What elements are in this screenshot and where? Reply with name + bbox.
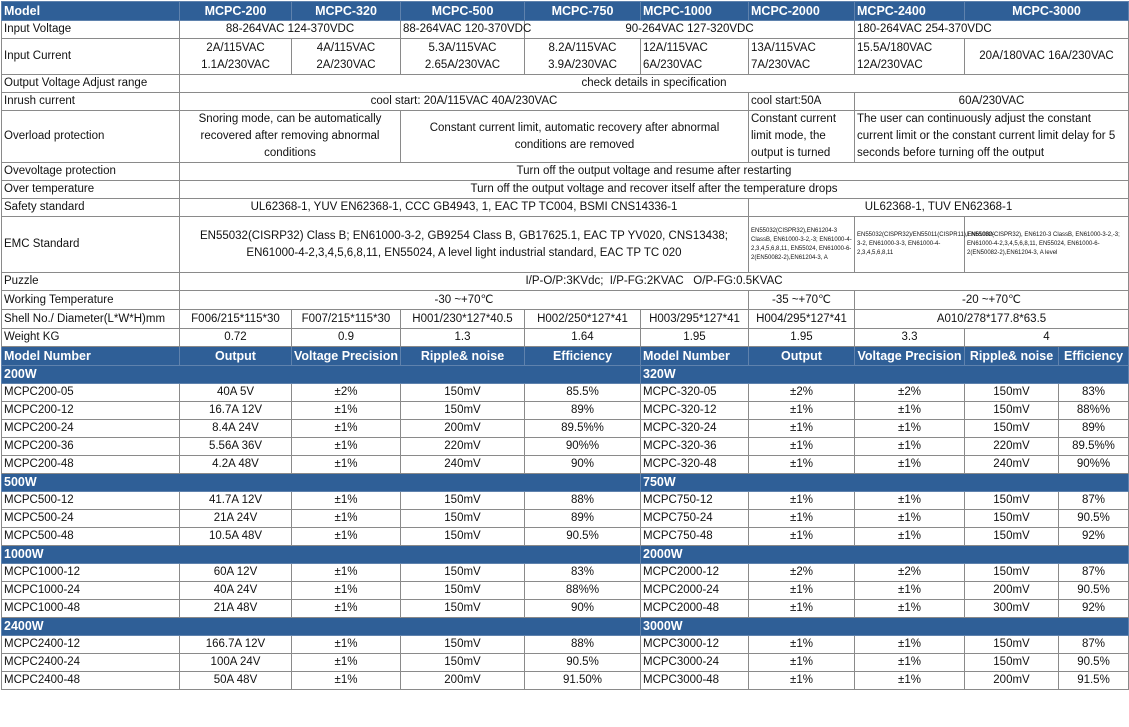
table-row: [2, 654, 1129, 672]
section-title-right: 320W: [641, 366, 1129, 384]
right-model-number-cell: MCPC-320-24: [641, 420, 749, 438]
table-row: [2, 420, 1129, 438]
right-ripple-noise-cell: 150mV: [965, 564, 1059, 582]
row-weight: [2, 329, 1129, 347]
left-efficiency-cell: 88%%: [525, 582, 641, 600]
section-title-left: 200W: [2, 366, 641, 384]
left-ripple-noise-cell: 150mV: [401, 492, 525, 510]
left-output-cell: 16.7A 12V: [180, 402, 292, 420]
label-emc: EMC Standard: [2, 217, 180, 273]
left-model-number-cell: MCPC200-12: [2, 402, 180, 420]
subheader-model-number: Model Number: [2, 347, 180, 366]
section-title-left: 500W: [2, 474, 641, 492]
left-output-cell: 40A 5V: [180, 384, 292, 402]
left-output-cell: 100A 24V: [180, 654, 292, 672]
right-model-number-cell: MCPC3000-24: [641, 654, 749, 672]
left-efficiency-cell: 90%: [525, 456, 641, 474]
label-inrush: Inrush current: [2, 93, 180, 111]
shell-320: F007/215*115*30: [292, 310, 401, 329]
left-model-number-cell: MCPC2400-24: [2, 654, 180, 672]
right-voltage-precision-cell: ±1%: [855, 510, 965, 528]
row-emc: [2, 217, 1129, 273]
right-ripple-noise-cell: 200mV: [965, 672, 1059, 690]
emc-2000: EN55032(CISPR32),EN61204-3 ClassB, EN61000-3-2,-3; EN61000-4-2,3,4,5,6,8,11, EN55024, EN61000-6-2(EN50082-2),EN61204-3, A: [749, 217, 855, 273]
left-voltage-precision-cell: ±1%: [292, 438, 401, 456]
left-ripple-noise-cell: 200mV: [401, 420, 525, 438]
table-row: [2, 636, 1129, 654]
left-output-cell: 40A 24V: [180, 582, 292, 600]
safety-2000-3000: UL62368-1, TUV EN62368-1: [749, 199, 1129, 217]
left-output-cell: 50A 48V: [180, 672, 292, 690]
weight-1000: 1.95: [641, 329, 749, 347]
right-efficiency-cell: 83%: [1059, 384, 1129, 402]
emc-2400: EN55032(CISPR32)/EN55011(CISPR11),EN61000-3-2, EN61000-3-3, EN61000-4-2,3,4,5,6,8,11: [855, 217, 965, 273]
row-output-voltage: [2, 75, 1129, 93]
right-output-cell: ±1%: [749, 672, 855, 690]
left-voltage-precision-cell: ±1%: [292, 600, 401, 618]
safety-200-1000: UL62368-1, YUV EN62368-1, CCC GB4943, 1, EAC TP TC004, BSMI CNS14336-1: [180, 199, 749, 217]
left-efficiency-cell: 88%: [525, 492, 641, 510]
left-voltage-precision-cell: ±1%: [292, 528, 401, 546]
right-voltage-precision-cell: ±1%: [855, 672, 965, 690]
left-efficiency-cell: 89%: [525, 510, 641, 528]
right-ripple-noise-cell: 150mV: [965, 420, 1059, 438]
input-current-2000: 13A/115VAC 7A/230VAC: [749, 39, 855, 75]
right-voltage-precision-cell: ±1%: [855, 420, 965, 438]
left-model-number-cell: MCPC200-24: [2, 420, 180, 438]
right-output-cell: ±1%: [749, 492, 855, 510]
puzzle-value: I/P-O/P:3KVdc; I/P-FG:2KVAC O/P-FG:0.5KVAC: [180, 273, 1129, 291]
weight-200: 0.72: [180, 329, 292, 347]
right-model-number-cell: MCPC750-24: [641, 510, 749, 528]
weight-2400: 3.3: [855, 329, 965, 347]
header-mcpc-2400: MCPC-2400: [855, 2, 965, 21]
table-row: [2, 438, 1129, 456]
row-overload: [2, 111, 1129, 163]
label-safety: Safety standard: [2, 199, 180, 217]
right-ripple-noise-cell: 150mV: [965, 528, 1059, 546]
left-ripple-noise-cell: 150mV: [401, 528, 525, 546]
overload-2000: Constant current limit mode, the output is turned: [749, 111, 855, 163]
label-input-voltage: Input Voltage: [2, 21, 180, 39]
section-title-right: 750W: [641, 474, 1129, 492]
table-row: [2, 384, 1129, 402]
right-model-number-cell: MCPC3000-12: [641, 636, 749, 654]
label-puzzle: Puzzle: [2, 273, 180, 291]
label-overtemp: Over temperature: [2, 181, 180, 199]
header-row: [2, 2, 1129, 21]
right-output-cell: ±1%: [749, 636, 855, 654]
right-model-number-cell: MCPC-320-05: [641, 384, 749, 402]
right-efficiency-cell: 89.5%%: [1059, 438, 1129, 456]
right-ripple-noise-cell: 150mV: [965, 492, 1059, 510]
input-voltage-500: 88-264VAC 120-370VDC: [401, 21, 525, 39]
left-ripple-noise-cell: 220mV: [401, 438, 525, 456]
section-row: [2, 366, 1129, 384]
left-efficiency-cell: 90%: [525, 600, 641, 618]
subheader-voltage-precision: Voltage Precision: [855, 347, 965, 366]
right-model-number-cell: MCPC750-48: [641, 528, 749, 546]
left-efficiency-cell: 91.50%: [525, 672, 641, 690]
left-output-cell: 166.7A 12V: [180, 636, 292, 654]
right-voltage-precision-cell: ±2%: [855, 384, 965, 402]
left-ripple-noise-cell: 150mV: [401, 402, 525, 420]
right-output-cell: ±1%: [749, 600, 855, 618]
overtemp-value: Turn off the output voltage and recover itself after the temperature drops: [180, 181, 1129, 199]
left-output-cell: 5.56A 36V: [180, 438, 292, 456]
input-voltage-200-320: 88-264VAC 124-370VDC: [180, 21, 401, 39]
weight-3000: 4: [965, 329, 1129, 347]
row-overtemp: [2, 181, 1129, 199]
right-model-number-cell: MCPC2000-12: [641, 564, 749, 582]
right-voltage-precision-cell: ±1%: [855, 492, 965, 510]
section-row: [2, 474, 1129, 492]
left-voltage-precision-cell: ±1%: [292, 402, 401, 420]
inrush-200-1000: cool start: 20A/115VAC 40A/230VAC: [180, 93, 749, 111]
left-ripple-noise-cell: 150mV: [401, 582, 525, 600]
table-row: [2, 492, 1129, 510]
right-voltage-precision-cell: ±1%: [855, 636, 965, 654]
row-overvoltage: [2, 163, 1129, 181]
right-efficiency-cell: 90.5%: [1059, 510, 1129, 528]
left-model-number-cell: MCPC2400-12: [2, 636, 180, 654]
section-row: [2, 618, 1129, 636]
label-output-voltage: Output Voltage Adjust range: [2, 75, 180, 93]
overload-200-320: Snoring mode, can be automatically recovered after removing abnormal conditions: [180, 111, 401, 163]
right-output-cell: ±1%: [749, 582, 855, 600]
inrush-2400-3000: 60A/230VAC: [855, 93, 1129, 111]
right-ripple-noise-cell: 220mV: [965, 438, 1059, 456]
right-efficiency-cell: 87%: [1059, 492, 1129, 510]
header-mcpc-3000: MCPC-3000: [965, 2, 1129, 21]
left-voltage-precision-cell: ±2%: [292, 384, 401, 402]
weight-750: 1.64: [525, 329, 641, 347]
table-row: [2, 672, 1129, 690]
table-row: [2, 456, 1129, 474]
left-model-number-cell: MCPC200-05: [2, 384, 180, 402]
left-voltage-precision-cell: ±1%: [292, 492, 401, 510]
subheader-voltage-precision: Voltage Precision: [292, 347, 401, 366]
subheader-efficiency: Efficiency: [525, 347, 641, 366]
header-mcpc-1000: MCPC-1000: [641, 2, 749, 21]
right-efficiency-cell: 88%%: [1059, 402, 1129, 420]
left-output-cell: 8.4A 24V: [180, 420, 292, 438]
table-row: [2, 564, 1129, 582]
right-efficiency-cell: 92%: [1059, 600, 1129, 618]
right-ripple-noise-cell: 150mV: [965, 636, 1059, 654]
header-mcpc-750: MCPC-750: [525, 2, 641, 21]
right-efficiency-cell: 90.5%: [1059, 582, 1129, 600]
header-mcpc-500: MCPC-500: [401, 2, 525, 21]
left-voltage-precision-cell: ±1%: [292, 654, 401, 672]
subheader-ripple-noise: Ripple& noise: [401, 347, 525, 366]
right-voltage-precision-cell: ±1%: [855, 402, 965, 420]
left-efficiency-cell: 90.5%: [525, 528, 641, 546]
right-model-number-cell: MCPC-320-48: [641, 456, 749, 474]
weight-320: 0.9: [292, 329, 401, 347]
input-voltage-750-2000: 90-264VAC 127-320VDC: [525, 21, 855, 39]
row-puzzle: [2, 273, 1129, 291]
row-input-voltage: [2, 21, 1129, 39]
left-efficiency-cell: 88%: [525, 636, 641, 654]
right-model-number-cell: MCPC3000-48: [641, 672, 749, 690]
working-temp-200-1000: -30 ~+70℃: [180, 291, 749, 310]
weight-500: 1.3: [401, 329, 525, 347]
overvoltage-value: Turn off the output voltage and resume after restarting: [180, 163, 1129, 181]
left-model-number-cell: MCPC1000-24: [2, 582, 180, 600]
left-efficiency-cell: 90%%: [525, 438, 641, 456]
left-voltage-precision-cell: ±1%: [292, 456, 401, 474]
output-voltage-value: check details in specification: [180, 75, 1129, 93]
shell-750: H002/250*127*41: [525, 310, 641, 329]
subheader-row: [2, 347, 1129, 366]
input-current-200: 2A/115VAC 1.1A/230VAC: [180, 39, 292, 75]
right-voltage-precision-cell: ±1%: [855, 582, 965, 600]
right-ripple-noise-cell: 150mV: [965, 654, 1059, 672]
left-output-cell: 60A 12V: [180, 564, 292, 582]
header-mcpc-200: MCPC-200: [180, 2, 292, 21]
left-efficiency-cell: 85.5%: [525, 384, 641, 402]
left-model-number-cell: MCPC200-36: [2, 438, 180, 456]
shell-1000: H003/295*127*41: [641, 310, 749, 329]
input-current-2400: 15.5A/180VAC 12A/230VAC: [855, 39, 965, 75]
subheader-efficiency: Efficiency: [1059, 347, 1129, 366]
left-output-cell: 10.5A 48V: [180, 528, 292, 546]
left-voltage-precision-cell: ±1%: [292, 510, 401, 528]
left-voltage-precision-cell: ±1%: [292, 420, 401, 438]
row-inrush: [2, 93, 1129, 111]
working-temp-2000: -35 ~+70℃: [749, 291, 855, 310]
right-efficiency-cell: 90.5%: [1059, 654, 1129, 672]
input-voltage-2400-3000: 180-264VAC 254-370VDC: [855, 21, 1129, 39]
left-voltage-precision-cell: ±1%: [292, 582, 401, 600]
right-ripple-noise-cell: 150mV: [965, 384, 1059, 402]
left-output-cell: 4.2A 48V: [180, 456, 292, 474]
right-model-number-cell: MCPC2000-48: [641, 600, 749, 618]
right-model-number-cell: MCPC2000-24: [641, 582, 749, 600]
section-title-right: 3000W: [641, 618, 1129, 636]
left-model-number-cell: MCPC500-24: [2, 510, 180, 528]
right-voltage-precision-cell: ±1%: [855, 456, 965, 474]
header-mcpc-320: MCPC-320: [292, 2, 401, 21]
section-title-left: 1000W: [2, 546, 641, 564]
left-voltage-precision-cell: ±1%: [292, 672, 401, 690]
right-voltage-precision-cell: ±1%: [855, 528, 965, 546]
header-mcpc-2000: MCPC-2000: [749, 2, 855, 21]
left-voltage-precision-cell: ±1%: [292, 564, 401, 582]
table-row: [2, 582, 1129, 600]
overload-2400-3000: The user can continuously adjust the constant current limit or the constant current limit delay for 5 seconds before turning off the output: [855, 111, 1129, 163]
left-voltage-precision-cell: ±1%: [292, 636, 401, 654]
left-model-number-cell: MCPC200-48: [2, 456, 180, 474]
emc-3000: EN55032(CISPR32), EN6120-3 ClassB, EN61000-3-2,-3; EN61000-4-2,3,4,5,6,8,11, EN55024, EN61000-6-2(EN50082-2),EN61204-3, A level: [965, 217, 1129, 273]
right-output-cell: ±1%: [749, 510, 855, 528]
label-shell: Shell No./ Diameter(L*W*H)mm: [2, 310, 180, 329]
right-output-cell: ±1%: [749, 420, 855, 438]
left-ripple-noise-cell: 150mV: [401, 600, 525, 618]
right-model-number-cell: MCPC-320-12: [641, 402, 749, 420]
header-model: Model: [2, 2, 180, 21]
label-overvoltage: Ovevoltage protection: [2, 163, 180, 181]
shell-2000: H004/295*127*41: [749, 310, 855, 329]
right-voltage-precision-cell: ±1%: [855, 438, 965, 456]
subheader-output: Output: [749, 347, 855, 366]
left-ripple-noise-cell: 200mV: [401, 672, 525, 690]
subheader-ripple-noise: Ripple& noise: [965, 347, 1059, 366]
label-weight: Weight KG: [2, 329, 180, 347]
right-efficiency-cell: 87%: [1059, 564, 1129, 582]
left-output-cell: 21A 24V: [180, 510, 292, 528]
weight-2000: 1.95: [749, 329, 855, 347]
right-ripple-noise-cell: 200mV: [965, 582, 1059, 600]
right-ripple-noise-cell: 240mV: [965, 456, 1059, 474]
right-output-cell: ±1%: [749, 438, 855, 456]
left-model-number-cell: MCPC500-12: [2, 492, 180, 510]
input-current-3000: 20A/180VAC 16A/230VAC: [965, 39, 1129, 75]
right-efficiency-cell: 87%: [1059, 636, 1129, 654]
left-efficiency-cell: 89%: [525, 402, 641, 420]
right-efficiency-cell: 91.5%: [1059, 672, 1129, 690]
subheader-output: Output: [180, 347, 292, 366]
spec-table: [1, 1, 1129, 690]
label-working-temp: Working Temperature: [2, 291, 180, 310]
right-output-cell: ±2%: [749, 564, 855, 582]
emc-200-1000: EN55032(CISRP32) Class B; EN61000-3-2, GB9254 Class B, GB17625.1, EAC TP YV020, CNS13438; EN61000-4-2,3,4,5,6,8,11, EN55024, A level light industrial standard, EAC TP TC 020: [180, 217, 749, 273]
right-output-cell: ±1%: [749, 456, 855, 474]
left-ripple-noise-cell: 150mV: [401, 564, 525, 582]
input-current-500: 5.3A/115VAC 2.65A/230VAC: [401, 39, 525, 75]
right-output-cell: ±2%: [749, 384, 855, 402]
shell-500: H001/230*127*40.5: [401, 310, 525, 329]
subheader-model-number: Model Number: [641, 347, 749, 366]
input-current-320: 4A/115VAC 2A/230VAC: [292, 39, 401, 75]
row-shell: [2, 310, 1129, 329]
left-output-cell: 21A 48V: [180, 600, 292, 618]
left-efficiency-cell: 83%: [525, 564, 641, 582]
left-output-cell: 41.7A 12V: [180, 492, 292, 510]
shell-200: F006/215*115*30: [180, 310, 292, 329]
section-title-left: 2400W: [2, 618, 641, 636]
right-voltage-precision-cell: ±1%: [855, 600, 965, 618]
right-output-cell: ±1%: [749, 654, 855, 672]
right-ripple-noise-cell: 150mV: [965, 402, 1059, 420]
right-efficiency-cell: 90%%: [1059, 456, 1129, 474]
overload-500-1000: Constant current limit, automatic recovery after abnormal conditions are removed: [401, 111, 749, 163]
section-title-right: 2000W: [641, 546, 1129, 564]
label-overload: Overload protection: [2, 111, 180, 163]
right-output-cell: ±1%: [749, 402, 855, 420]
section-row: [2, 546, 1129, 564]
row-input-current: [2, 39, 1129, 75]
row-safety: [2, 199, 1129, 217]
left-ripple-noise-cell: 240mV: [401, 456, 525, 474]
table-row: [2, 402, 1129, 420]
right-model-number-cell: MCPC750-12: [641, 492, 749, 510]
left-ripple-noise-cell: 150mV: [401, 384, 525, 402]
right-output-cell: ±1%: [749, 528, 855, 546]
left-model-number-cell: MCPC1000-12: [2, 564, 180, 582]
right-efficiency-cell: 92%: [1059, 528, 1129, 546]
left-efficiency-cell: 90.5%: [525, 654, 641, 672]
input-current-750: 8.2A/115VAC 3.9A/230VAC: [525, 39, 641, 75]
left-ripple-noise-cell: 150mV: [401, 636, 525, 654]
left-model-number-cell: MCPC1000-48: [2, 600, 180, 618]
label-input-current: Input Current: [2, 39, 180, 75]
left-ripple-noise-cell: 150mV: [401, 654, 525, 672]
left-model-number-cell: MCPC500-48: [2, 528, 180, 546]
table-row: [2, 510, 1129, 528]
left-ripple-noise-cell: 150mV: [401, 510, 525, 528]
right-model-number-cell: MCPC-320-36: [641, 438, 749, 456]
right-efficiency-cell: 89%: [1059, 420, 1129, 438]
table-row: [2, 600, 1129, 618]
left-efficiency-cell: 89.5%%: [525, 420, 641, 438]
working-temp-2400-3000: -20 ~+70℃: [855, 291, 1129, 310]
left-model-number-cell: MCPC2400-48: [2, 672, 180, 690]
right-ripple-noise-cell: 150mV: [965, 510, 1059, 528]
right-voltage-precision-cell: ±2%: [855, 564, 965, 582]
table-row: [2, 528, 1129, 546]
input-current-1000: 12A/115VAC 6A/230VAC: [641, 39, 749, 75]
shell-2400-3000: A010/278*177.8*63.5: [855, 310, 1129, 329]
inrush-2000: cool start:50A: [749, 93, 855, 111]
right-ripple-noise-cell: 300mV: [965, 600, 1059, 618]
right-voltage-precision-cell: ±1%: [855, 654, 965, 672]
row-working-temp: [2, 291, 1129, 310]
